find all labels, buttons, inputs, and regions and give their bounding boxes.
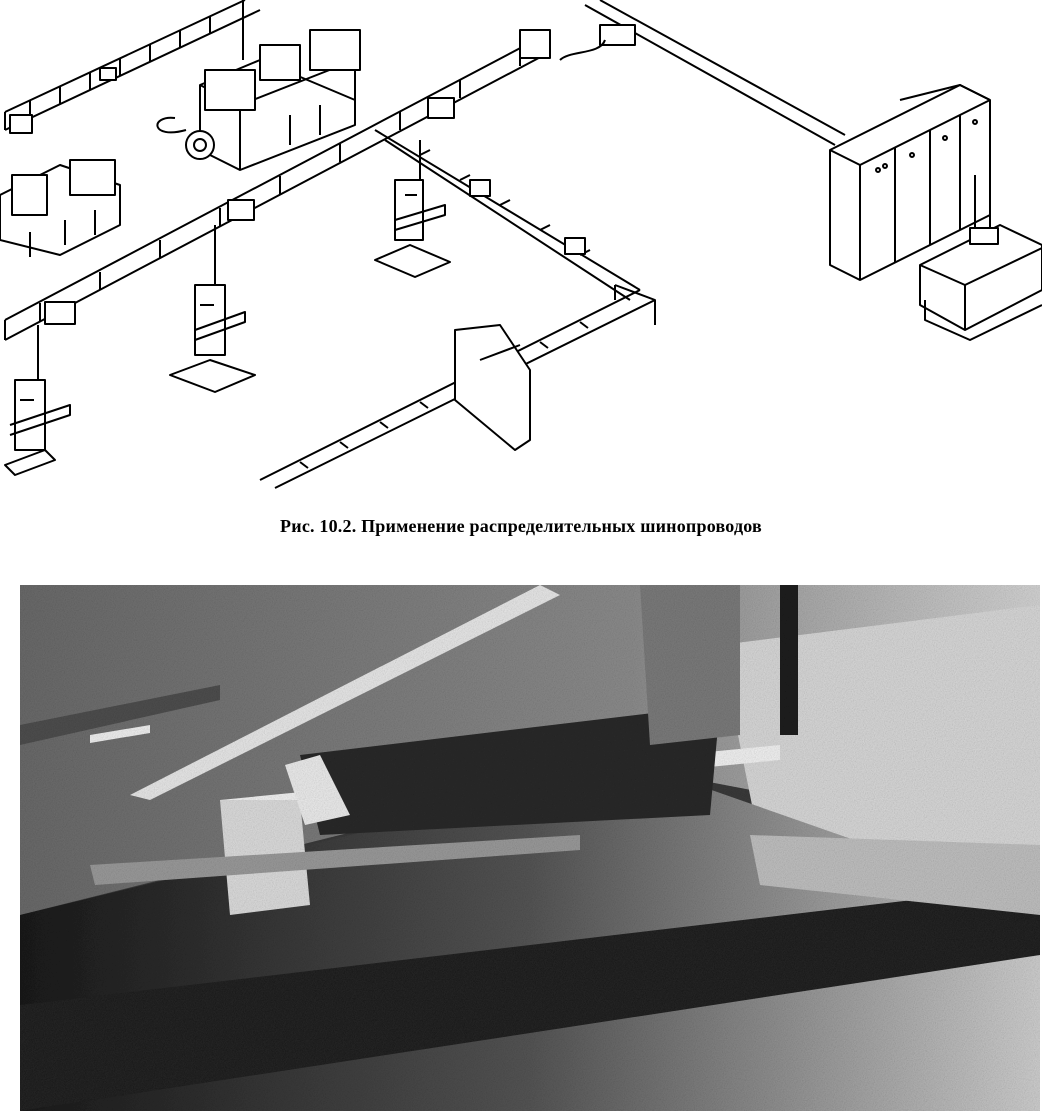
lathe-machine-icon — [157, 0, 360, 170]
drill-press-icon-2 — [170, 225, 255, 392]
lathe-machine-left-icon — [0, 160, 120, 257]
wall-penetration-icon — [455, 325, 530, 450]
drill-press-icon-1 — [375, 140, 450, 277]
figure-caption: Рис. 10.2. Применение распределительных шинопроводов — [280, 516, 762, 536]
busway-layout-drawing — [0, 0, 1042, 500]
busway-installation-photo — [20, 585, 1040, 1111]
drill-press-icon-3 — [5, 325, 70, 475]
busway-duct-feeder — [560, 0, 845, 145]
